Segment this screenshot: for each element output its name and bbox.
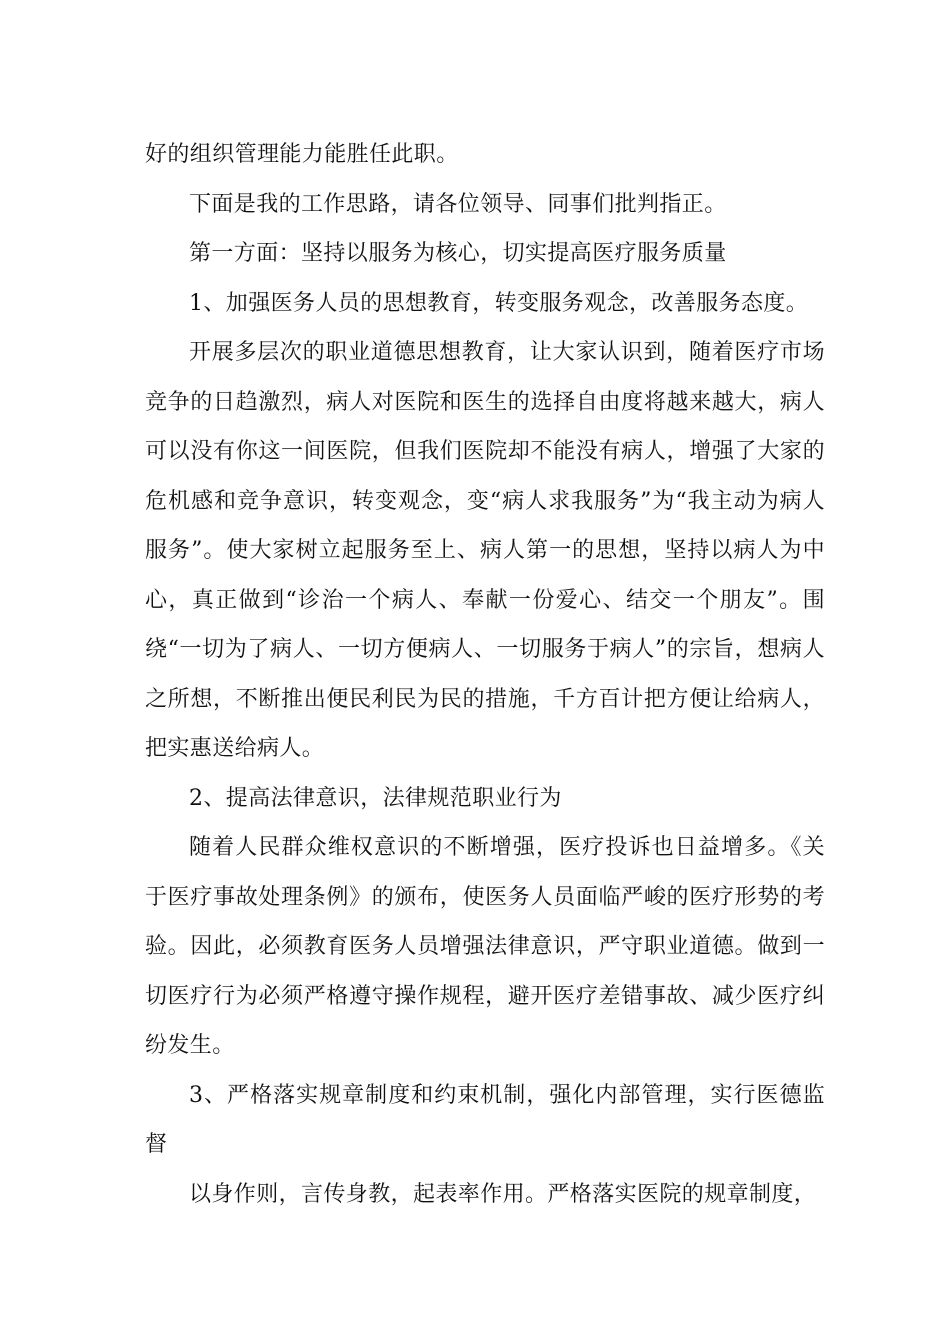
paragraph: 以身作则，言传身教，起表率作用。严格落实医院的规章制度，	[189, 1181, 817, 1207]
paragraph: 开展多层次的职业道德思想教育，让大家认识到，随着医疗市场竞争的日趋激烈，病人对医院和医生的选择自由度将越来越大，病人可以没有你这一间医院，但我们医院却不能没有病人，增强了大家的危机感和竞争意识，转变观念，变“病人求我服务”为“我主动为病人服务”。使大家树立起服务至上、病人第一的思想，坚持以病人为中心，真正做到“诊治一个病人、奉献一份爱心、结交一个朋友”。围绕“一切为了病人、一切方便病人、一切服务于病人”的宗旨，想病人之所想，不断推出便民利民为民的措施，千方百计把方便让给病人，把实惠送给病人。	[145, 340, 825, 761]
paragraph: 下面是我的工作思路，请各位领导、同事们批判指正。	[189, 191, 727, 217]
subsection-heading: 3、严格落实规章制度和约束机制，强化内部管理，实行医德监督	[145, 1082, 825, 1157]
paragraph: 随着人民群众维权意识的不断增强，医疗投诉也日益增多。《关于医疗事故处理条例》的颁布，使医务人员面临严峻的医疗形势的考验。因此，必须教育医务人员增强法律意识，严守职业道德。做到一切医疗行为必须严格遵守操作规程，避开医疗差错事故、减少医疗纠纷发生。	[145, 835, 825, 1058]
subsection-heading: 2、提高法律意识，法律规范职业行为	[189, 785, 562, 811]
subsection-heading: 1、加强医务人员的思想教育，转变服务观念，改善服务态度。	[189, 290, 809, 316]
section-heading: 第一方面：坚持以服务为核心，切实提高医疗服务质量	[189, 241, 727, 266]
document-body	[145, 130, 825, 1219]
paragraph: 好的组织管理能力能胜任此职。	[145, 142, 459, 167]
